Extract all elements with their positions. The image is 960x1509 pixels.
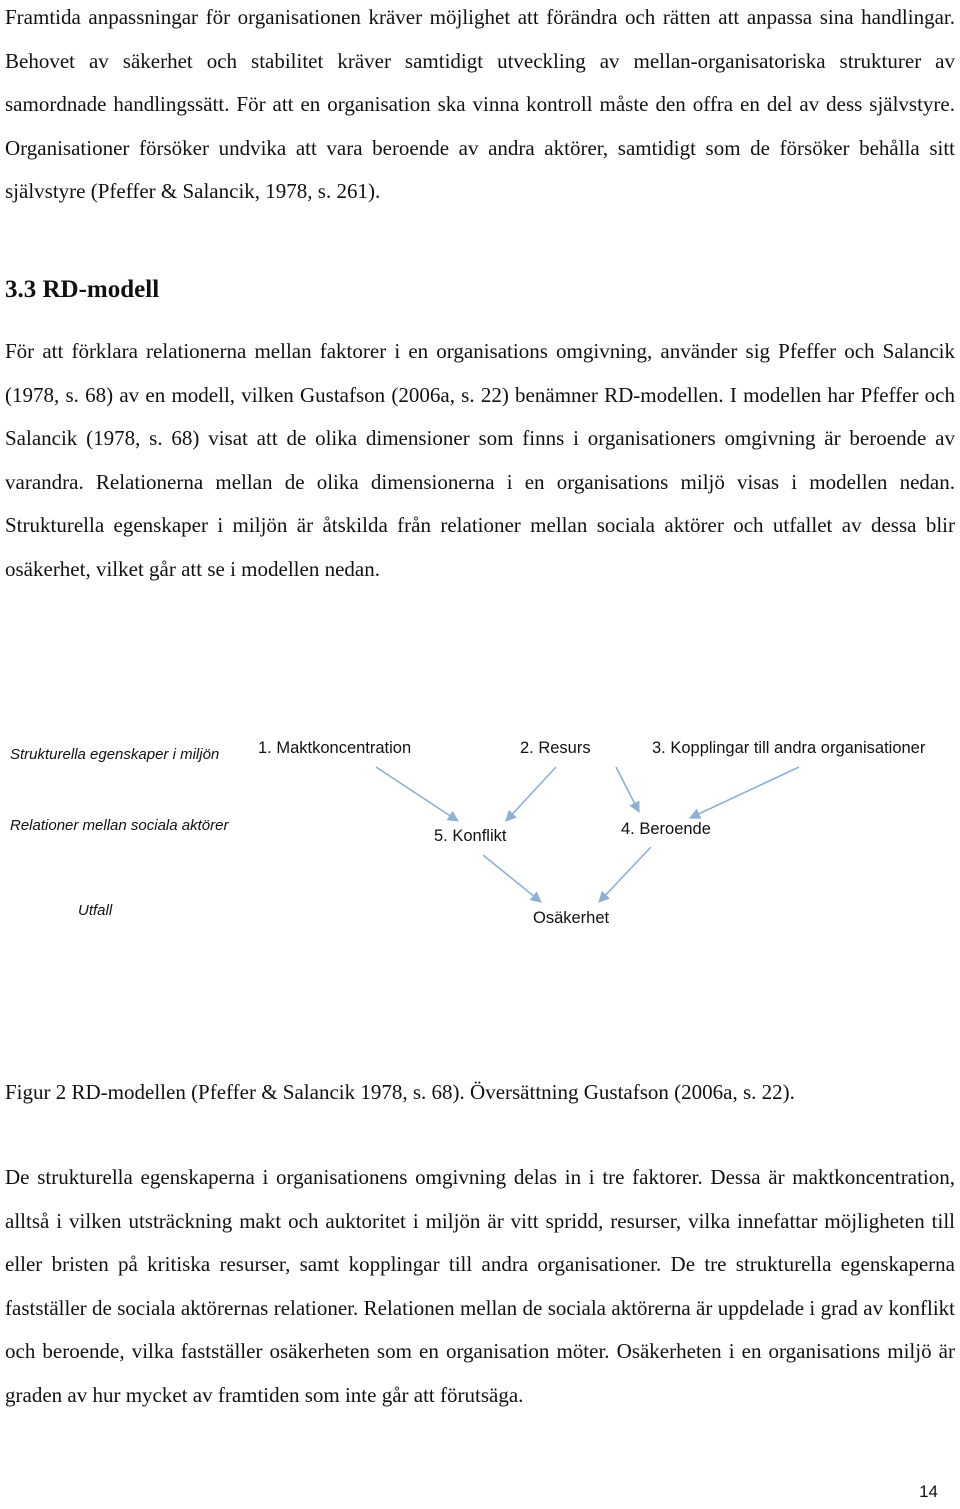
node-resources: 2. Resurs: [520, 739, 591, 757]
label-outcome: Utfall: [78, 902, 113, 919]
node-uncertainty: Osäkerhet: [533, 909, 610, 927]
page-number: 14: [919, 1482, 938, 1501]
body-paragraph-3: De strukturella egenskaperna i organisationens omgivning delas in i tre faktorer. Dessa är maktkoncentration, alltså i vilken utsträckning makt och auktoritet i miljön är vitt spridd, resurser, vilka innefattar möjligheten till eller bristen på kritiska resurser, samt kopplingar till andra organisationer. De tre strukturella egenskaperna fastställer de sociala aktörernas relationer. Relationen mellan de sociala aktörerna är uppdelade i grad av konflikt och beroende, vilka fastställer osäkerheten som en organisation möter. Osäkerheten i en organisations miljö är graden av hur mycket av framtiden som inte går att förutsäga.: [5, 1165, 955, 1407]
body-paragraph-1: Framtida anpassningar för organisationen kräver möjlighet att förändra och rätten att anpassa sina handlingar. Behovet av säkerhet och stabilitet kräver samtidigt utveckling av mellan-organisatoriska strukturer av samordnade handlingssätt. För att en organisation ska vinna kontroll måste den offra en del av dess självstyre. Organisationer försöker undvika att vara beroende av andra aktörer, samtidigt som de försöker behålla sitt självstyre (Pfeffer & Salancik, 1978, s. 261).: [5, 5, 955, 204]
arrow-conflict-to-uncertainty: [483, 855, 541, 902]
arrow-power-to-conflict: [376, 767, 458, 821]
figure-caption: Figur 2 RD-modellen (Pfeffer & Salancik 1978, s. 68). Översättning Gustafson (2006a, s. 22).: [5, 1080, 795, 1104]
label-social-relations: Relationer mellan sociala aktörer: [10, 817, 229, 834]
arrow-resources-to-dependence: [616, 767, 639, 812]
rd-model-diagram: [0, 700, 960, 960]
label-structural-properties: Strukturella egenskaper i miljön: [10, 746, 220, 763]
node-power-concentration: 1. Maktkoncentration: [258, 739, 412, 757]
section-heading: 3.3 RD-modell: [5, 276, 160, 303]
arrow-links-to-dependence: [690, 767, 799, 818]
arrow-dependence-to-uncertainty: [599, 847, 651, 902]
node-dependence: 4. Beroende: [621, 820, 711, 838]
node-conflict: 5. Konflikt: [434, 827, 507, 845]
node-interorganizational-links: 3. Kopplingar till andra organisationer: [652, 739, 926, 757]
body-paragraph-2: För att förklara relationerna mellan faktorer i en organisations omgivning, använder sig Pfeffer och Salancik (1978, s. 68) av en modell, vilken Gustafson (2006a, s. 22) benämner RD-modellen. I modellen har Pfeffer och Salancik (1978, s. 68) visat att de olika dimensioner som finns i organisationers omgivning är beroende av varandra. Relationerna mellan de olika dimensionerna i en organisations miljö visas i modellen nedan. Strukturella egenskaper i miljön är åtskilda från relationer mellan sociala aktörer och utfallet av dessa blir osäkerhet, vilket går att se i modellen nedan.: [5, 339, 955, 581]
arrow-resources-to-conflict: [506, 767, 556, 821]
